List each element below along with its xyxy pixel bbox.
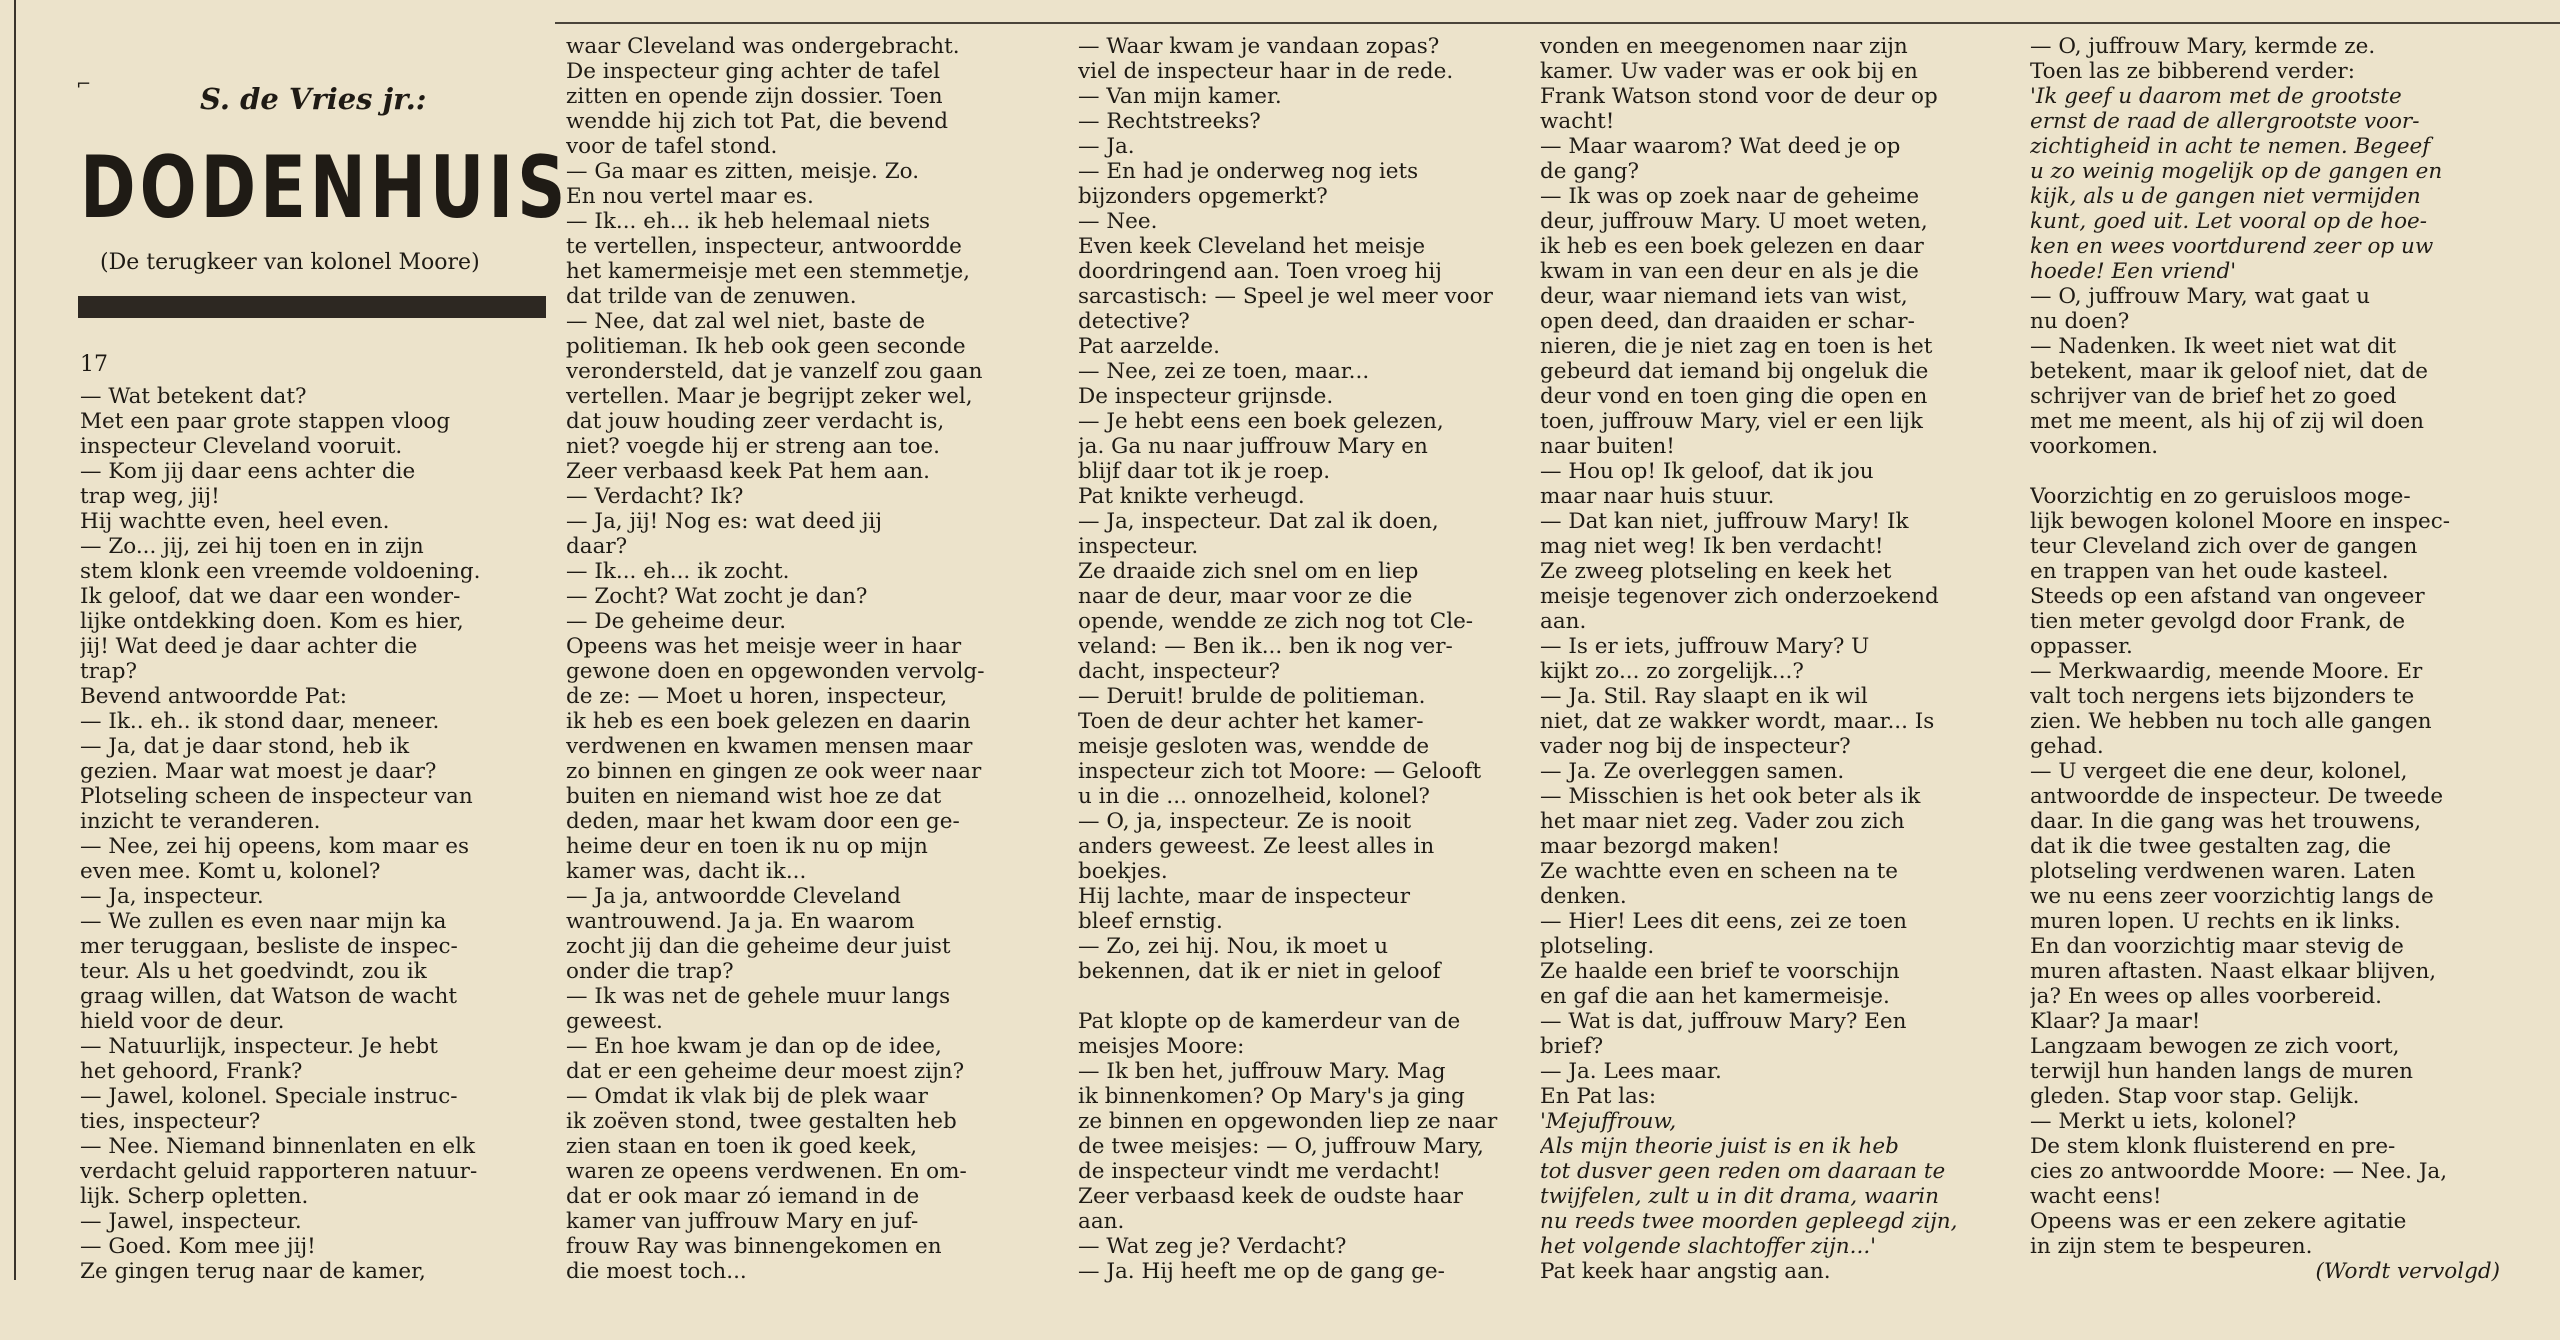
text-line: voorkomen. [2030, 434, 2159, 459]
text-line: Pat keek haar angstig aan. [1540, 1259, 1831, 1284]
text-line: aan. [1540, 609, 1587, 634]
text-line: maar naar huis stuur. [1540, 484, 1775, 509]
text-line: — Nee. [1078, 209, 1158, 234]
text-line: — Jawel, kolonel. Speciale instruc- [80, 1084, 458, 1109]
text-line: zo binnen en gingen ze ook weer naar [566, 759, 982, 784]
text-line: graag willen, dat Watson de wacht [80, 984, 458, 1009]
text-line: zichtigheid in acht te nemen. Begeef [2030, 134, 2431, 159]
text-line: inspecteur Cleveland vooruit. [80, 434, 403, 459]
text-line: lijk. Scherp opletten. [80, 1184, 309, 1209]
text-line: dat er ook maar zó iemand in de [566, 1184, 920, 1209]
text-line: meisjes Moore: [1078, 1034, 1245, 1059]
text-line: verdacht geluid rapporteren natuur- [80, 1159, 478, 1184]
text-line: — Rechtstreeks? [1078, 109, 1261, 134]
text-line: jij! Wat deed je daar achter die [80, 634, 418, 659]
text-line: de inspecteur vindt me verdacht! [1078, 1159, 1441, 1184]
text-line: dat er een geheime deur moest zijn? [566, 1059, 965, 1084]
text-line: wacht! [1540, 109, 1615, 134]
column-4 [1540, 34, 2010, 1284]
text-line: deden, maar het kwam door een ge- [566, 809, 960, 834]
text-line: te vertellen, inspecteur, antwoordde [566, 234, 962, 259]
text-line: — Nee, zei ze toen, maar... [1078, 359, 1370, 384]
text-line: kijk, als u de gangen niet vermijden [2030, 184, 2421, 209]
text-line: Toen las ze bibberend verder: [2030, 59, 2355, 84]
text-line: in zijn stem te bespeuren. [2030, 1234, 2313, 1259]
text-line: boekjes. [1078, 859, 1168, 884]
column-3 [1078, 34, 1538, 1284]
text-line: gezien. Maar wat moest je daar? [80, 759, 437, 784]
text-line: — Jawel, inspecteur. [80, 1209, 302, 1234]
text-line: veland: — Ben ik... ben ik nog ver- [1078, 634, 1453, 659]
text-line: — Ja. [1078, 134, 1135, 159]
text-line: even mee. Komt u, kolonel? [80, 859, 381, 884]
text-line: — Ja, inspecteur. [80, 884, 264, 909]
text-line: waren ze opeens verdwenen. En om- [566, 1159, 967, 1184]
subtitle: (De terugkeer van kolonel Moore) [100, 250, 480, 275]
text-line: buiten en niemand wist hoe ze dat [566, 784, 942, 809]
text-line: verondersteld, dat je vanzelf zou gaan [566, 359, 983, 384]
text-line: cies zo antwoordde Moore: — Nee. Ja, [2030, 1159, 2448, 1184]
text-line: Ze draaide zich snel om en liep [1078, 559, 1419, 584]
text-line: — En had je onderweg nog iets [1078, 159, 1419, 184]
text-line: deur vond en toen ging die open en [1540, 384, 1928, 409]
column-2 [566, 34, 1036, 1284]
text-line: trap? [80, 659, 138, 684]
text-line: — Zo... jij, zei hij toen en in zijn [80, 534, 424, 559]
text-line: brief? [1540, 1034, 1604, 1059]
text-line: nieren, die je niet zag en toen is het [1540, 334, 1933, 359]
text-line: Pat aarzelde. [1078, 334, 1220, 359]
text-line: meisje gesloten was, wendde de [1078, 734, 1430, 759]
text-line: En dan voorzichtig maar stevig de [2030, 934, 2404, 959]
author: S. de Vries jr.: [200, 82, 427, 116]
text-line: 'Ik geef u daarom met de grootste [2030, 84, 2402, 109]
text-line: — O, ja, inspecteur. Ze is nooit [1078, 809, 1412, 834]
text-line: deur, waar niemand iets van wist, [1540, 284, 1908, 309]
text-line: gebeurd dat iemand bij ongeluk die [1540, 359, 1929, 384]
text-line: zitten en opende zijn dossier. Toen [566, 84, 943, 109]
text-line: — Ja ja, antwoordde Cleveland [566, 884, 901, 909]
text-line: De inspecteur grijnsde. [1078, 384, 1334, 409]
text-line: naar buiten! [1540, 434, 1675, 459]
text-line: viel de inspecteur haar in de rede. [1078, 59, 1454, 84]
text-line: zien staan en toen ik goed keek, [566, 1134, 918, 1159]
text-line: Pat klopte op de kamerdeur van de [1078, 1009, 1461, 1034]
text-line: valt toch nergens iets bijzonders te [2030, 684, 2415, 709]
text-line: opende, wendde ze zich nog tot Cle- [1078, 609, 1474, 634]
text-line: blijf daar tot ik je roep. [1078, 459, 1331, 484]
text-line: — Ja. Lees maar. [1540, 1059, 1722, 1084]
text-line: Hij wachtte even, heel even. [80, 509, 390, 534]
text-line: Zeer verbaasd keek de oudste haar [1078, 1184, 1463, 1209]
text-line: (Wordt vervolgd) [2315, 1259, 2500, 1284]
text-line: — O, juffrouw Mary, wat gaat u [2030, 284, 2370, 309]
text-line: wendde hij zich tot Pat, die bevend [566, 109, 949, 134]
text-line: ik binnenkomen? Op Mary's ja ging [1078, 1084, 1465, 1109]
text-line: De inspecteur ging achter de tafel [566, 59, 941, 84]
text-line: Zeer verbaasd keek Pat hem aan. [566, 459, 930, 484]
text-line: — Misschien is het ook beter als ik [1540, 784, 1921, 809]
text-line: — Nee, zei hij opeens, kom maar es [80, 834, 470, 859]
text-line: frouw Ray was binnengekomen en [566, 1234, 942, 1259]
text-line: kunt, goed uit. Let vooral op de hoe- [2030, 209, 2428, 234]
text-line: — We zullen es even naar mijn ka [80, 909, 447, 934]
text-line: vonden en meegenomen naar zijn [1540, 34, 1908, 59]
text-line: deur, juffrouw Mary. U moet weten, [1540, 209, 1928, 234]
text-line: trap weg, jij! [80, 484, 220, 509]
text-line: teur Cleveland zich over de gangen [2030, 534, 2418, 559]
text-line: daar? [566, 534, 628, 559]
text-line: dacht, inspecteur? [1078, 659, 1281, 684]
headline: DODENHUIS [80, 138, 570, 238]
text-line: niet? voegde hij er streng aan toe. [566, 434, 940, 459]
text-line: hoede! Een vriend' [2030, 259, 2237, 284]
text-line: het kamermeisje met een stemmetje, [566, 259, 970, 284]
corner-mark: ⌐ [76, 74, 92, 95]
text-line: Ze haalde een brief te voorschijn [1540, 959, 1900, 984]
text-line: Opeens was er een zekere agitatie [2030, 1209, 2407, 1234]
text-line: zien. We hebben nu toch alle gangen [2030, 709, 2432, 734]
text-line: heime deur en toen ik nu op mijn [566, 834, 928, 859]
text-line: — Nadenken. Ik weet niet wat dit [2030, 334, 2397, 359]
chapter-number: 17 [80, 352, 108, 377]
text-line: ernst de raad de allergrootste voor- [2030, 109, 2420, 134]
text-line: Ze gingen terug naar de kamer, [80, 1259, 426, 1284]
text-line: Steeds op een afstand van ongeveer [2030, 584, 2425, 609]
text-line: we nu eens zeer voorzichtig langs de [2030, 884, 2434, 909]
text-line: kijkt zo... zo zorgelijk...? [1540, 659, 1804, 684]
text-line: ze binnen en opgewonden liep ze naar [1078, 1109, 1498, 1134]
text-line: — Wat is dat, juffrouw Mary? Een [1540, 1009, 1907, 1034]
text-line: — Kom jij daar eens achter die [80, 459, 416, 484]
text-line: tot dusver geen reden om daaraan te [1540, 1159, 1946, 1184]
text-line: antwoordde de inspecteur. De tweede [2030, 784, 2444, 809]
text-line: — U vergeet die ene deur, kolonel, [2030, 759, 2408, 784]
text-line: — Maar waarom? Wat deed je op [1540, 134, 1901, 159]
text-line: — Omdat ik vlak bij de plek waar [566, 1084, 928, 1109]
text-line: — Ik.. eh.. ik stond daar, meneer. [80, 709, 440, 734]
text-line: stem klonk een vreemde voldoening. [80, 559, 481, 584]
text-line: met me meent, als hij of zij wil doen [2030, 409, 2425, 434]
text-line: — Natuurlijk, inspecteur. Je hebt [80, 1034, 438, 1059]
text-line [1078, 984, 1538, 1009]
text-line: denken. [1540, 884, 1627, 909]
text-line: detective? [1078, 309, 1190, 334]
text-line: muren aftasten. Naast elkaar blijven, [2030, 959, 2437, 984]
text-line: Even keek Cleveland het meisje [1078, 234, 1426, 259]
text-line: hield voor de deur. [80, 1009, 285, 1034]
text-line: — Nee. Niemand binnenlaten en elk [80, 1134, 475, 1159]
text-line: ties, inspecteur? [80, 1109, 261, 1134]
text-line: plotseling verdwenen waren. Laten [2030, 859, 2416, 884]
text-line: daar. In die gang was het trouwens, [2030, 809, 2422, 834]
text-line: aan. [1078, 1209, 1125, 1234]
text-line: gehad. [2030, 734, 2104, 759]
text-line: — Ik... eh... ik heb helemaal niets [566, 209, 931, 234]
text-line: wacht eens! [2030, 1184, 2162, 1209]
text-line: kamer van juffrouw Mary en juf- [566, 1209, 919, 1234]
text-line: — Ja, dat je daar stond, heb ik [80, 734, 410, 759]
text-line: Ik geloof, dat we daar een wonder- [80, 584, 461, 609]
text-line: — Ik... eh... ik zocht. [566, 559, 790, 584]
text-line: politieman. Ik heb ook geen seconde [566, 334, 966, 359]
text-line: — Wat betekent dat? [80, 384, 307, 409]
text-line: — Hou op! Ik geloof, dat ik jou [1540, 459, 1874, 484]
text-line: — Deruit! brulde de politieman. [1078, 684, 1426, 709]
column-5 [2030, 34, 2500, 1284]
text-line: toen, juffrouw Mary, viel er een lijk [1540, 409, 1923, 434]
text-line: mer teruggaan, besliste de inspec- [80, 934, 458, 959]
text-line: voor de tafel stond. [566, 134, 778, 159]
text-line: twijfelen, zult u in dit drama, waarin [1540, 1184, 1940, 1209]
text-line: — Nee, dat zal wel niet, baste de [566, 309, 926, 334]
text-line: bekennen, dat ik er niet in geloof [1078, 959, 1441, 984]
text-line: — Wat zeg je? Verdacht? [1078, 1234, 1347, 1259]
text-line: Toen de deur achter het kamer- [1078, 709, 1424, 734]
text-line: gleden. Stap voor stap. Gelijk. [2030, 1084, 2360, 1109]
text-line: Ze wachtte even en scheen na te [1540, 859, 1899, 884]
text-line: — Ja. Ze overleggen samen. [1540, 759, 1845, 784]
text-line: Pat knikte verheugd. [1078, 484, 1305, 509]
text-line: terwijl hun handen langs de muren [2030, 1059, 2413, 1084]
text-line: — Ik was net de gehele muur langs [566, 984, 951, 1009]
text-line: zocht jij dan die geheime deur juist [566, 934, 951, 959]
text-line: anders geweest. Ze leest alles in [1078, 834, 1435, 859]
text-line: mag niet weg! Ik ben verdacht! [1540, 534, 1884, 559]
text-line: ja? En wees op alles voorbereid. [2030, 984, 2382, 1009]
text-line: — O, juffrouw Mary, kermde ze. [2030, 34, 2376, 59]
text-line: open deed, dan draaiden er schar- [1540, 309, 1915, 334]
text-line: ja. Ga nu naar juffrouw Mary en [1078, 434, 1428, 459]
text-line: ik heb es een boek gelezen en daarin [566, 709, 971, 734]
text-line: bleef ernstig. [1078, 909, 1223, 934]
text-line: Hij lachte, maar de inspecteur [1078, 884, 1410, 909]
text-line: tien meter gevolgd door Frank, de [2030, 609, 2406, 634]
text-line: Voorzichtig en zo geruisloos moge- [2030, 484, 2411, 509]
text-line: kamer. Uw vader was er ook bij en [1540, 59, 1918, 84]
text-line: En nou vertel maar es. [566, 184, 814, 209]
text-line: geweest. [566, 1009, 663, 1034]
text-line: ik zoëven stond, twee gestalten heb [566, 1109, 957, 1134]
text-line: — De geheime deur. [566, 609, 787, 634]
text-line: en gaf die aan het kamermeisje. [1540, 984, 1890, 1009]
text-line: — En hoe kwam je dan op de idee, [566, 1034, 942, 1059]
text-line: — Verdacht? Ik? [566, 484, 744, 509]
text-line [2030, 459, 2500, 484]
text-line: de twee meisjes: — O, juffrouw Mary, [1078, 1134, 1484, 1159]
text-line: sarcastisch: — Speel je wel meer voor [1078, 284, 1493, 309]
text-line: muren lopen. U rechts en ik links. [2030, 909, 2401, 934]
text-line: wantrouwend. Ja ja. En waarom [566, 909, 915, 934]
text-line: En Pat las: [1540, 1084, 1657, 1109]
text-line: — Merkwaardig, meende Moore. Er [2030, 659, 2423, 684]
text-line: vertellen. Maar je begrijpt zeker wel, [566, 384, 973, 409]
text-line: — Waar kwam je vandaan zopas? [1078, 34, 1440, 59]
text-line: u zo weinig mogelijk op de gangen en [2030, 159, 2443, 184]
left-rule [14, 0, 16, 1280]
text-line: lijk bewogen kolonel Moore en inspec- [2030, 509, 2451, 534]
text-line: niet, dat ze wakker wordt, maar... Is [1540, 709, 1935, 734]
text-line: de ze: — Moet u horen, inspecteur, [566, 684, 948, 709]
text-line: — Je hebt eens een boek gelezen, [1078, 409, 1444, 434]
text-line: onder die trap? [566, 959, 734, 984]
text-line: — Van mijn kamer. [1078, 84, 1282, 109]
text-line: plotseling. [1540, 934, 1655, 959]
text-line: — Goed. Kom mee jij! [80, 1234, 316, 1259]
text-line: lijke ontdekking doen. Kom es hier, [80, 609, 464, 634]
text-line: u in die ... onnozelheid, kolonel? [1078, 784, 1430, 809]
text-line: — Hier! Lees dit eens, zei ze toen [1540, 909, 1907, 934]
text-line: — Ja. Stil. Ray slaapt en ik wil [1540, 684, 1868, 709]
text-line: verdwenen en kwamen mensen maar [566, 734, 973, 759]
title-bar [78, 296, 546, 318]
text-line: Als mijn theorie juist is en ik heb [1540, 1134, 1899, 1159]
text-line: Ze zweeg plotseling en keek het [1540, 559, 1892, 584]
text-line: het maar niet zeg. Vader zou zich [1540, 809, 1905, 834]
text-line: maar bezorgd maken! [1540, 834, 1780, 859]
text-line: Bevend antwoordde Pat: [80, 684, 347, 709]
text-line: Frank Watson stond voor de deur op [1540, 84, 1938, 109]
text-line: Plotseling scheen de inspecteur van [80, 784, 473, 809]
top-rule [555, 22, 2560, 24]
text-line: — Is er iets, juffrouw Mary? U [1540, 634, 1870, 659]
text-line: waar Cleveland was ondergebracht. [566, 34, 960, 59]
text-line: — Ga maar es zitten, meisje. Zo. [566, 159, 920, 184]
text-line: vader nog bij de inspecteur? [1540, 734, 1851, 759]
text-line: het gehoord, Frank? [80, 1059, 303, 1084]
text-line: ken en wees voortdurend zeer op uw [2030, 234, 2434, 259]
text-line: — Ja. Hij heeft me op de gang ge- [1078, 1259, 1445, 1284]
text-line: inspecteur. [1078, 534, 1199, 559]
text-line: dat ik die twee gestalten zag, die [2030, 834, 2392, 859]
text-line: en trappen van het oude kasteel. [2030, 559, 2389, 584]
text-line: oppasser. [2030, 634, 2133, 659]
text-line: gewone doen en opgewonden vervolg- [566, 659, 985, 684]
text-line: Klaar? Ja maar! [2030, 1009, 2201, 1034]
text-line: dat trilde van de zenuwen. [566, 284, 857, 309]
text-line: naar de deur, maar voor ze die [1078, 584, 1413, 609]
text-line: De stem klonk fluisterend en pre- [2030, 1134, 2396, 1159]
text-line: — Ja, inspecteur. Dat zal ik doen, [1078, 509, 1439, 534]
text-line: kamer was, dacht ik... [566, 859, 807, 884]
text-line: dat jouw houding zeer verdacht is, [566, 409, 945, 434]
text-line: — Zocht? Wat zocht je dan? [566, 584, 868, 609]
text-line: kwam in van een deur en als je die [1540, 259, 1919, 284]
text-line: — Zo, zei hij. Nou, ik moet u [1078, 934, 1389, 959]
text-line: ik heb es een boek gelezen en daar [1540, 234, 1924, 259]
text-line: — Dat kan niet, juffrouw Mary! Ik [1540, 509, 1909, 534]
text-line: Langzaam bewogen ze zich voort, [2030, 1034, 2400, 1059]
text-line: — Ik ben het, juffrouw Mary. Mag [1078, 1059, 1446, 1084]
column-1 [80, 384, 550, 1284]
text-line: inspecteur zich tot Moore: — Gelooft [1078, 759, 1482, 784]
text-line: teur. Als u het goedvindt, zou ik [80, 959, 427, 984]
text-line: — Ja, jij! Nog es: wat deed jij [566, 509, 883, 534]
text-line: inzicht te veranderen. [80, 809, 321, 834]
text-line: nu doen? [2030, 309, 2130, 334]
text-line: meisje tegenover zich onderzoekend [1540, 584, 1939, 609]
text-line: nu reeds twee moorden gepleegd zijn, [1540, 1209, 1958, 1234]
text-line: doordringend aan. Toen vroeg hij [1078, 259, 1442, 284]
text-line: de gang? [1540, 159, 1640, 184]
text-line: betekent, maar ik geloof niet, dat de [2030, 359, 2428, 384]
text-line: het volgende slachtoffer zijn...' [1540, 1234, 1877, 1259]
text-line: bijzonders opgemerkt? [1078, 184, 1328, 209]
text-line: — Ik was op zoek naar de geheime [1540, 184, 1920, 209]
text-line: Met een paar grote stappen vloog [80, 409, 451, 434]
text-line: 'Mejuffrouw, [1540, 1109, 1677, 1134]
text-line: — Merkt u iets, kolonel? [2030, 1109, 2297, 1134]
text-line: schrijver van de brief het zo goed [2030, 384, 2397, 409]
text-line: die moest toch... [566, 1259, 747, 1284]
text-line: Opeens was het meisje weer in haar [566, 634, 962, 659]
